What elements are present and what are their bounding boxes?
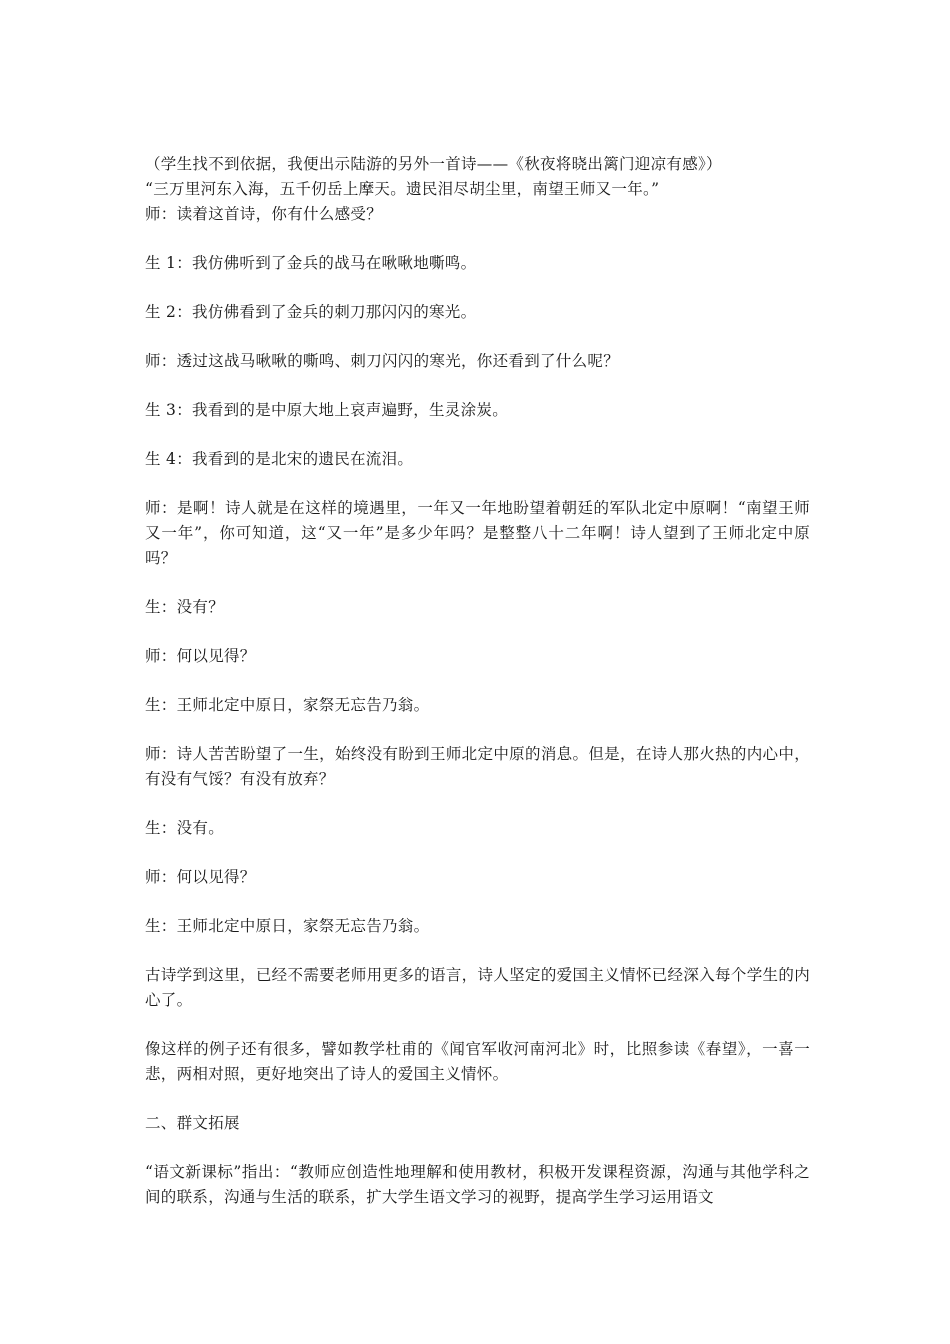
paragraph: 师：诗人苦苦盼望了一生，始终没有盼到王师北定中原的消息。但是，在诗人那火热的内心中，有没有气馁？有没有放弃？ bbox=[145, 745, 810, 788]
poem-quote: “三万里河东入海，五千仞岳上摩天。遗民泪尽胡尘里，南望王师又一年。” bbox=[145, 180, 660, 198]
paragraph: 生：没有。 bbox=[145, 819, 225, 837]
document-body bbox=[145, 152, 810, 1210]
intro-note: （学生找不到依据，我便出示陆游的另外一首诗——《秋夜将晓出篱门迎凉有感》） bbox=[145, 155, 722, 173]
paragraph: 生 2：我仿佛看到了金兵的刺刀那闪闪的寒光。 bbox=[145, 303, 477, 321]
section-heading: 二、群文拓展 bbox=[145, 1114, 240, 1132]
paragraph: 师：透过这战马啾啾的嘶鸣、刺刀闪闪的寒光，你还看到了什么呢？ bbox=[145, 352, 620, 370]
paragraph: 师：是啊！诗人就是在这样的境遇里，一年又一年地盼望着朝廷的军队北定中原啊！“南望王师又一年”，你可知道，这“又一年”是多少年吗？是整整八十二年啊！诗人望到了王师北定中原吗？ bbox=[145, 499, 810, 567]
paragraph: 古诗学到这里，已经不需要老师用更多的语言，诗人坚定的爱国主义情怀已经深入每个学生的内心了。 bbox=[145, 966, 810, 1009]
paragraph: “语文新课标”指出：“教师应创造性地理解和使用教材，积极开发课程资源，沟通与其他学科之间的联系，沟通与生活的联系，扩大学生语文学习的视野，提高学生学习运用语文 bbox=[145, 1163, 810, 1206]
paragraph: 师：读着这首诗，你有什么感受？ bbox=[145, 205, 383, 223]
paragraph: 像这样的例子还有很多，譬如教学杜甫的《闻官军收河南河北》时，比照参读《春望》，一喜一悲，两相对照，更好地突出了诗人的爱国主义情怀。 bbox=[145, 1040, 810, 1083]
paragraph: 生：王师北定中原日，家祭无忘告乃翁。 bbox=[145, 696, 430, 714]
paragraph: 生：王师北定中原日，家祭无忘告乃翁。 bbox=[145, 917, 430, 935]
paragraph: 师：何以见得？ bbox=[145, 647, 256, 665]
paragraph: 生 3：我看到的是中原大地上哀声遍野，生灵涂炭。 bbox=[145, 401, 508, 419]
paragraph: 生 1：我仿佛听到了金兵的战马在啾啾地嘶鸣。 bbox=[145, 254, 477, 272]
paragraph: 生 4：我看到的是北宋的遗民在流泪。 bbox=[145, 450, 414, 468]
paragraph: 师：何以见得？ bbox=[145, 868, 256, 886]
paragraph: 生：没有？ bbox=[145, 598, 225, 616]
